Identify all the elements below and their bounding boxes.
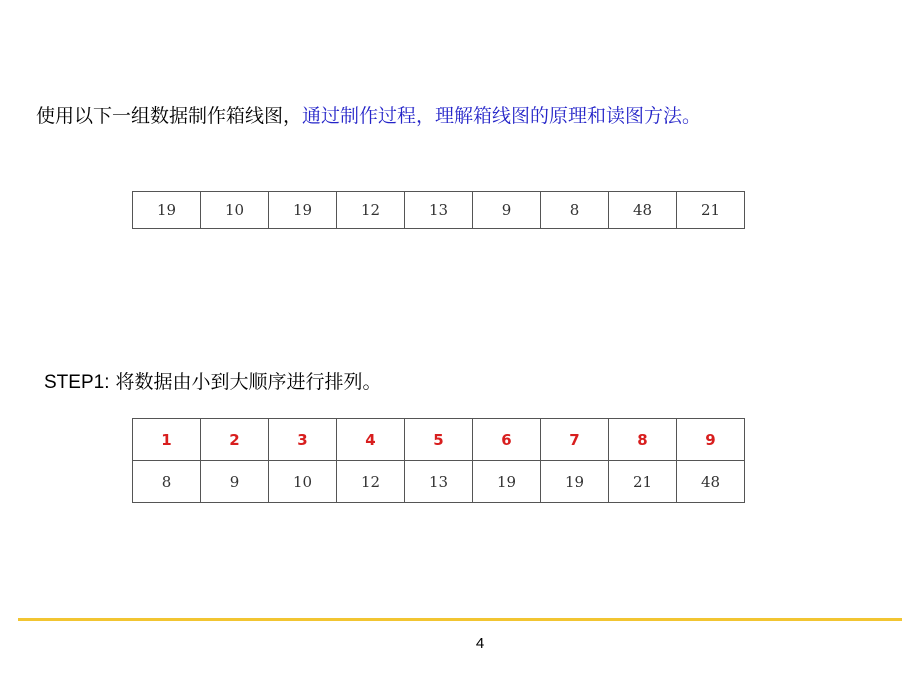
rank-cell: 3	[269, 419, 337, 461]
sorted-value-cell: 48	[677, 461, 745, 503]
step1-heading	[44, 367, 382, 394]
raw-data-cell: 9	[473, 192, 541, 229]
step1-text: 将数据由小到大顺序进行排列。	[115, 371, 382, 393]
rank-cell: 4	[337, 419, 405, 461]
raw-data-cell: 12	[337, 192, 405, 229]
rank-cell: 8	[609, 419, 677, 461]
rank-cell: 5	[405, 419, 473, 461]
footer-divider	[18, 618, 902, 621]
raw-data-cell: 48	[609, 192, 677, 229]
raw-data-cell: 10	[201, 192, 269, 229]
sorted-value-row	[133, 461, 745, 503]
sorted-value-cell: 8	[133, 461, 201, 503]
rank-row	[133, 419, 745, 461]
sorted-data-table	[132, 418, 745, 503]
intro-text-blue: 通过制作过程，理解箱线图的原理和读图方法。	[302, 105, 702, 127]
raw-data-cell: 8	[541, 192, 609, 229]
raw-data-cell: 21	[677, 192, 745, 229]
sorted-value-cell: 9	[201, 461, 269, 503]
step1-label: STEP1:	[44, 372, 110, 393]
sorted-value-cell: 19	[473, 461, 541, 503]
sorted-value-cell: 21	[609, 461, 677, 503]
intro-text-black: 使用以下一组数据制作箱线图，	[36, 105, 303, 127]
raw-data-cell: 19	[269, 192, 337, 229]
sorted-value-cell: 19	[541, 461, 609, 503]
raw-data-row	[133, 192, 745, 229]
rank-cell: 7	[541, 419, 609, 461]
sorted-value-cell: 10	[269, 461, 337, 503]
intro-paragraph	[36, 102, 756, 130]
rank-cell: 1	[133, 419, 201, 461]
rank-cell: 2	[201, 419, 269, 461]
sorted-value-cell: 13	[405, 461, 473, 503]
page-number: 4	[475, 635, 485, 652]
rank-cell: 6	[473, 419, 541, 461]
raw-data-cell: 19	[133, 192, 201, 229]
raw-data-table	[132, 191, 745, 229]
rank-cell: 9	[677, 419, 745, 461]
raw-data-cell: 13	[405, 192, 473, 229]
sorted-value-cell: 12	[337, 461, 405, 503]
